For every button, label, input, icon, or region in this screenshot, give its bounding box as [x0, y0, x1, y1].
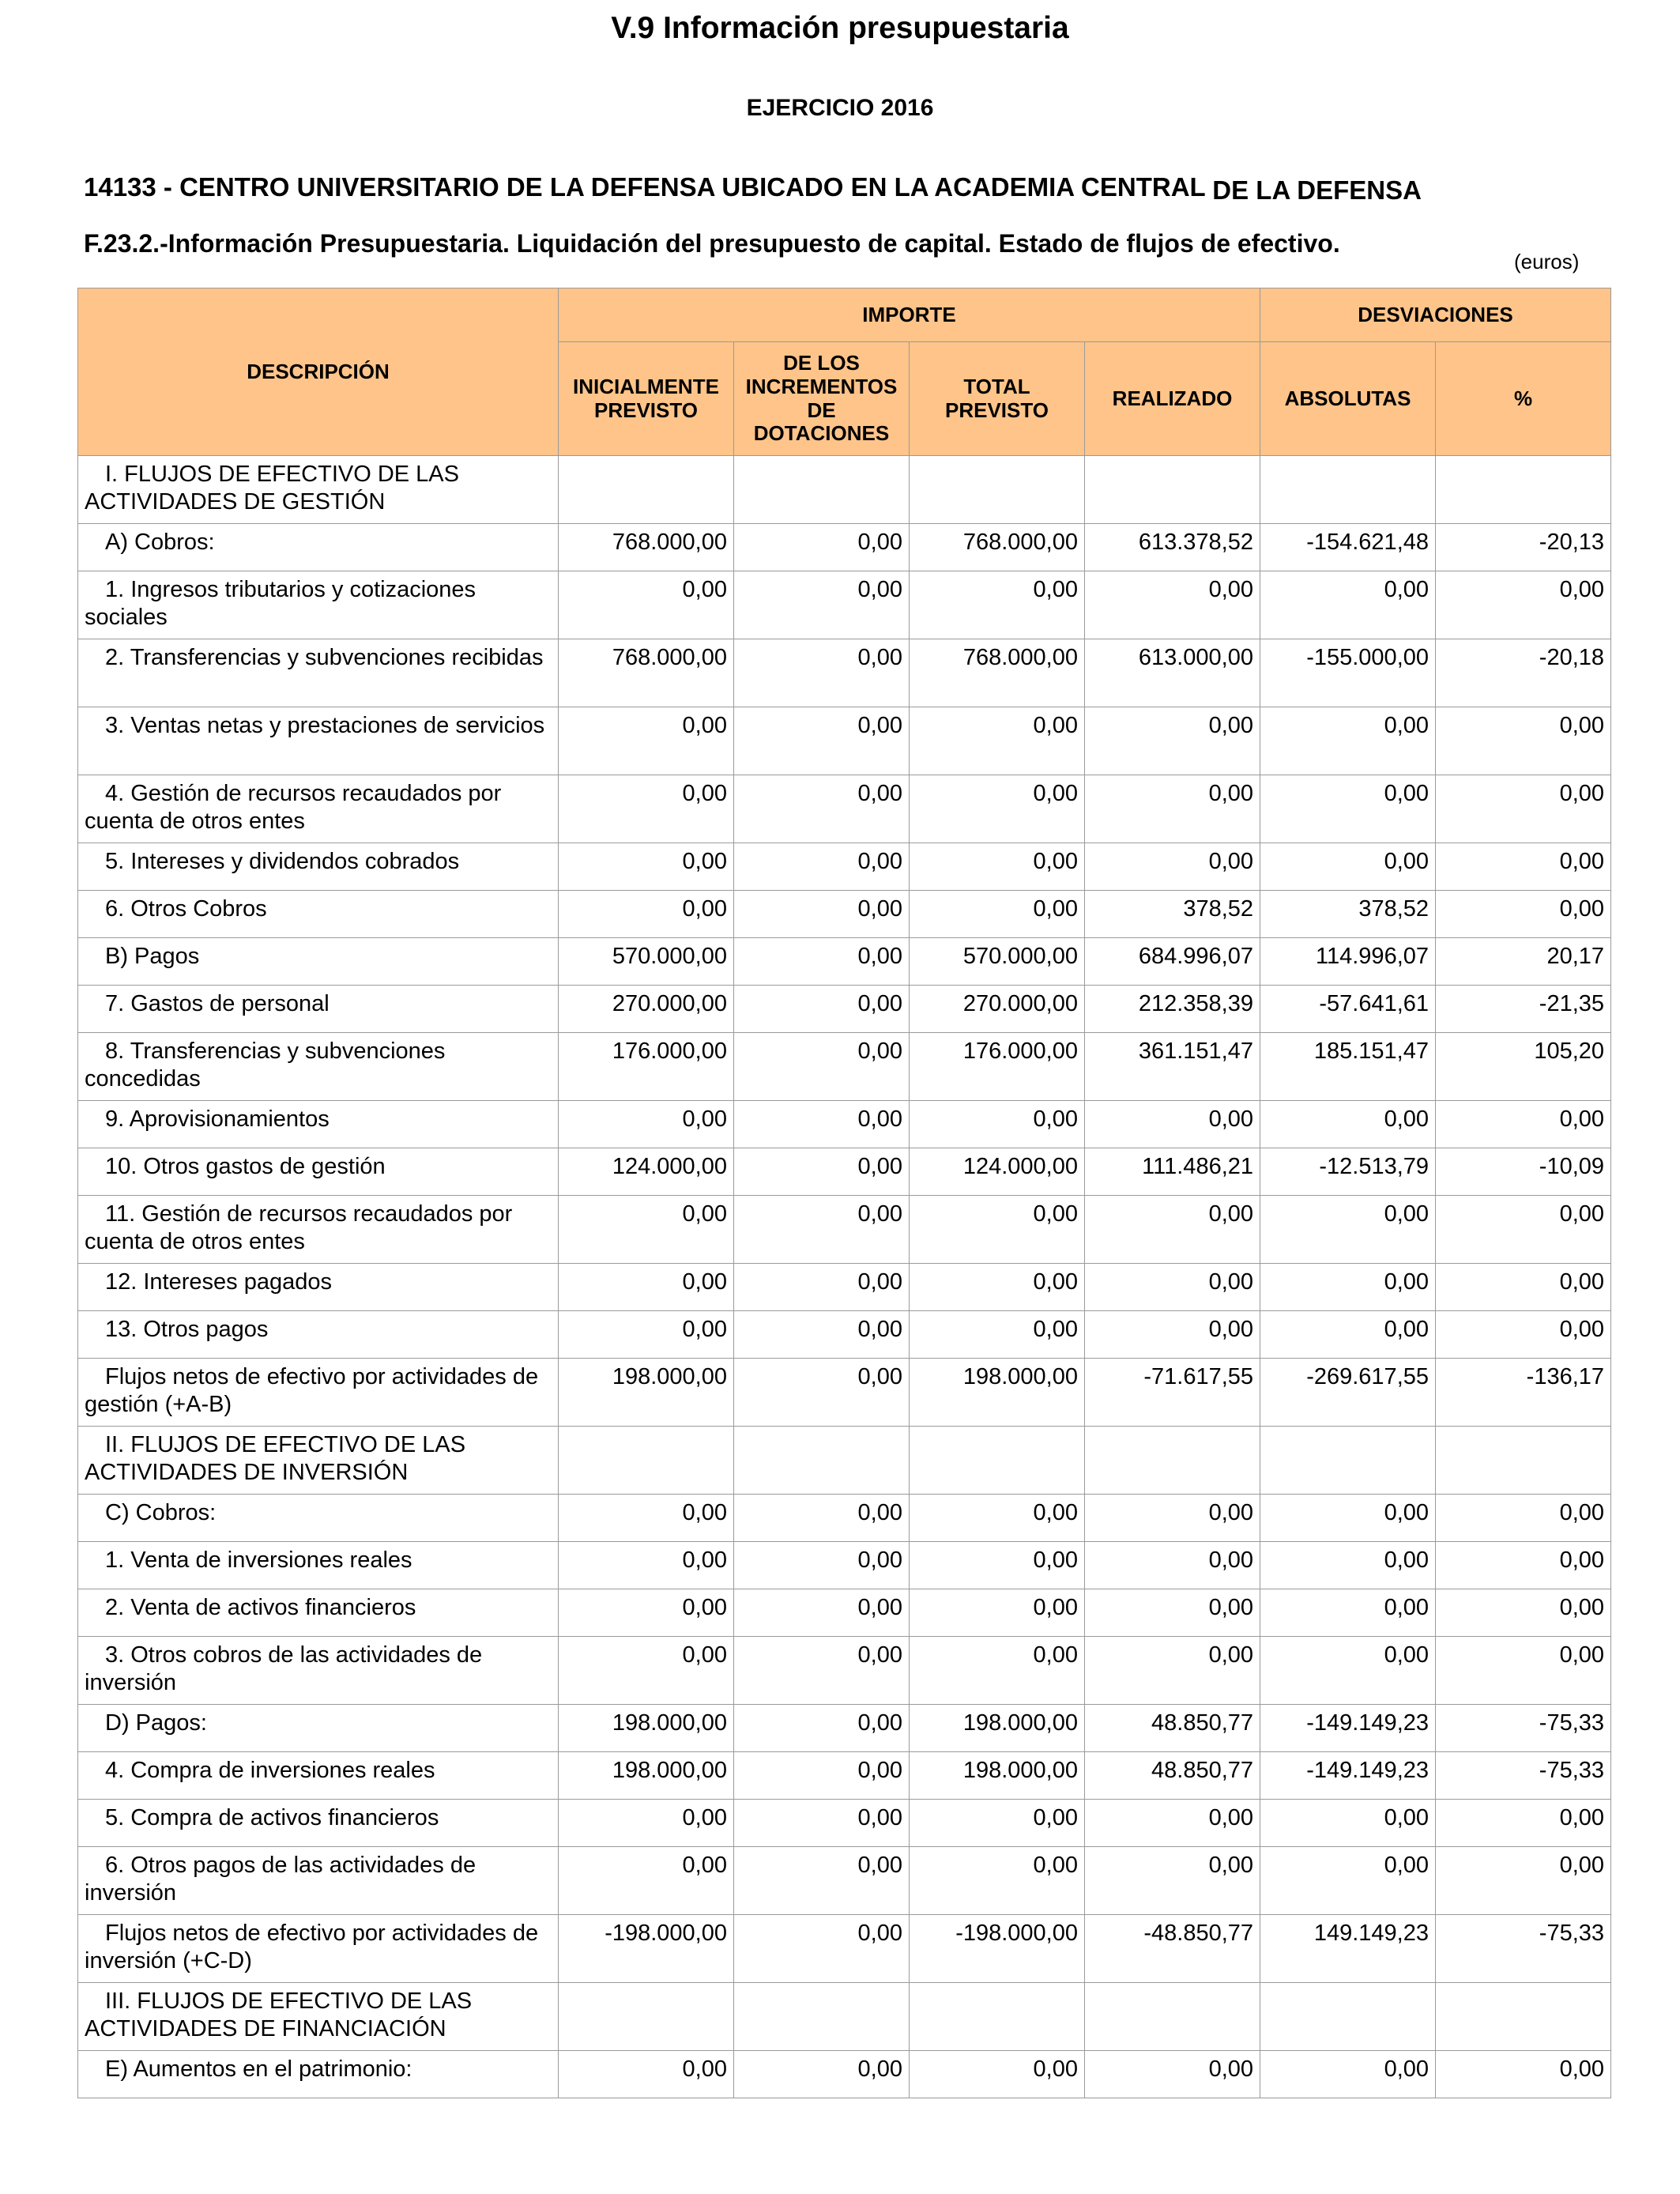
cell-realizado: 613.378,52 [1085, 524, 1260, 571]
cell-incrementos: 0,00 [734, 1542, 910, 1589]
exercise-year: EJERCICIO 2016 [746, 95, 934, 121]
cell-incrementos: 0,00 [734, 2051, 910, 2098]
cell-absolutas: 0,00 [1260, 775, 1436, 843]
table-row [78, 1101, 1611, 1148]
cell-realizado: 0,00 [1085, 1637, 1260, 1705]
cell-total-previsto: 198.000,00 [910, 1359, 1085, 1427]
cell-total-previsto: 176.000,00 [910, 1033, 1085, 1101]
cell-total-previsto: 0,00 [910, 843, 1085, 891]
cell-percent: 0,00 [1436, 571, 1611, 639]
header-description: DESCRIPCIÓN [78, 288, 559, 456]
table-row [78, 1589, 1611, 1637]
cell-realizado: 0,00 [1085, 1311, 1260, 1359]
row-description: 7. Gastos de personal [78, 986, 559, 1033]
row-description: 13. Otros pagos [78, 1311, 559, 1359]
cell-absolutas [1260, 1983, 1436, 2051]
table-row [78, 1148, 1611, 1196]
row-description: Flujos netos de efectivo por actividades de gestión (+A-B) [78, 1359, 559, 1427]
table-row [78, 1196, 1611, 1264]
cell-total-previsto: 0,00 [910, 1196, 1085, 1264]
cell-absolutas: -149.149,23 [1260, 1705, 1436, 1752]
cell-realizado: 0,00 [1085, 1847, 1260, 1915]
cell-inicialmente-previsto: 570.000,00 [559, 938, 734, 986]
cell-percent [1436, 1427, 1611, 1495]
header-importe: IMPORTE [559, 288, 1260, 342]
row-description: 12. Intereses pagados [78, 1264, 559, 1311]
cell-percent: 0,00 [1436, 1589, 1611, 1637]
cell-absolutas: 0,00 [1260, 1196, 1436, 1264]
table-row [78, 1427, 1611, 1495]
cell-realizado [1085, 1983, 1260, 2051]
table-row [78, 1542, 1611, 1589]
cell-inicialmente-previsto: 0,00 [559, 1589, 734, 1637]
header-incrementos: DE LOS INCREMENTOS DE DOTACIONES [734, 342, 910, 456]
entity-name [84, 172, 1422, 205]
cell-total-previsto [910, 456, 1085, 524]
cell-inicialmente-previsto: 198.000,00 [559, 1359, 734, 1427]
table-row [78, 1359, 1611, 1427]
entity-name-part1: 14133 - CENTRO UNIVERSITARIO DE LA DEFENSA UBICADO EN LA ACADEMIA CENTRAL [84, 172, 1206, 202]
cell-absolutas [1260, 456, 1436, 524]
cell-inicialmente-previsto: 0,00 [559, 1542, 734, 1589]
cell-total-previsto [910, 1983, 1085, 2051]
row-description: E) Aumentos en el patrimonio: [78, 2051, 559, 2098]
cell-realizado: -48.850,77 [1085, 1915, 1260, 1983]
header-desviaciones: DESVIACIONES [1260, 288, 1611, 342]
cell-realizado: 0,00 [1085, 707, 1260, 775]
table-row [78, 1752, 1611, 1800]
cell-percent: 105,20 [1436, 1033, 1611, 1101]
cell-realizado: 0,00 [1085, 571, 1260, 639]
cell-realizado: 0,00 [1085, 1196, 1260, 1264]
cell-absolutas: -155.000,00 [1260, 639, 1436, 707]
report-subtitle: F.23.2.-Información Presupuestaria. Liquidación del presupuesto de capital. Estado de flujos de efectivo. [84, 229, 1340, 258]
cell-absolutas: 0,00 [1260, 1637, 1436, 1705]
cell-inicialmente-previsto: 0,00 [559, 843, 734, 891]
cell-incrementos: 0,00 [734, 639, 910, 707]
table-row [78, 1800, 1611, 1847]
cell-incrementos: 0,00 [734, 1495, 910, 1542]
cell-realizado: 0,00 [1085, 1264, 1260, 1311]
cell-inicialmente-previsto: 768.000,00 [559, 524, 734, 571]
cell-percent: -21,35 [1436, 986, 1611, 1033]
cell-incrementos: 0,00 [734, 1637, 910, 1705]
header-total-previsto: TOTAL PREVISTO [910, 342, 1085, 456]
cell-incrementos: 0,00 [734, 1589, 910, 1637]
cell-absolutas: 0,00 [1260, 1311, 1436, 1359]
cell-percent: 0,00 [1436, 1542, 1611, 1589]
table-row [78, 1637, 1611, 1705]
cell-inicialmente-previsto: 0,00 [559, 891, 734, 938]
cell-incrementos: 0,00 [734, 1752, 910, 1800]
cell-realizado: 48.850,77 [1085, 1752, 1260, 1800]
cell-total-previsto: 768.000,00 [910, 524, 1085, 571]
cell-absolutas: 0,00 [1260, 1847, 1436, 1915]
cell-realizado: -71.617,55 [1085, 1359, 1260, 1427]
cell-realizado: 0,00 [1085, 775, 1260, 843]
cell-absolutas: -154.621,48 [1260, 524, 1436, 571]
cell-inicialmente-previsto: 0,00 [559, 775, 734, 843]
cell-inicialmente-previsto: 198.000,00 [559, 1705, 734, 1752]
table-row [78, 456, 1611, 524]
row-description: 1. Ingresos tributarios y cotizaciones sociales [78, 571, 559, 639]
cell-realizado: 613.000,00 [1085, 639, 1260, 707]
row-description: II. FLUJOS DE EFECTIVO DE LAS ACTIVIDADES DE INVERSIÓN [78, 1427, 559, 1495]
cell-percent: 0,00 [1436, 1637, 1611, 1705]
cell-incrementos: 0,00 [734, 1311, 910, 1359]
row-description: Flujos netos de efectivo por actividades de inversión (+C-D) [78, 1915, 559, 1983]
cell-total-previsto: 0,00 [910, 1542, 1085, 1589]
cell-total-previsto: 124.000,00 [910, 1148, 1085, 1196]
table-row [78, 707, 1611, 775]
cell-incrementos: 0,00 [734, 1101, 910, 1148]
cell-percent: 0,00 [1436, 1800, 1611, 1847]
cell-percent: 0,00 [1436, 707, 1611, 775]
table-row [78, 524, 1611, 571]
cell-incrementos: 0,00 [734, 1359, 910, 1427]
cell-incrementos: 0,00 [734, 843, 910, 891]
row-description: A) Cobros: [78, 524, 559, 571]
cell-realizado: 378,52 [1085, 891, 1260, 938]
row-description: C) Cobros: [78, 1495, 559, 1542]
units-label: (euros) [1514, 250, 1580, 273]
cell-total-previsto: 0,00 [910, 571, 1085, 639]
row-description: 1. Venta de inversiones reales [78, 1542, 559, 1589]
table-row [78, 1495, 1611, 1542]
cell-total-previsto: 0,00 [910, 1637, 1085, 1705]
cell-total-previsto: 0,00 [910, 1101, 1085, 1148]
cell-total-previsto: 198.000,00 [910, 1705, 1085, 1752]
cell-realizado: 0,00 [1085, 1589, 1260, 1637]
cell-percent: 0,00 [1436, 1101, 1611, 1148]
cell-realizado: 0,00 [1085, 1800, 1260, 1847]
cell-total-previsto: 0,00 [910, 707, 1085, 775]
cell-percent: -75,33 [1436, 1705, 1611, 1752]
cell-percent: 0,00 [1436, 843, 1611, 891]
cell-percent: -75,33 [1436, 1915, 1611, 1983]
cell-absolutas: -57.641,61 [1260, 986, 1436, 1033]
cell-absolutas: 0,00 [1260, 1495, 1436, 1542]
row-description: 3. Ventas netas y prestaciones de servicios [78, 707, 559, 775]
table-row [78, 571, 1611, 639]
row-description: 6. Otros pagos de las actividades de inversión [78, 1847, 559, 1915]
header-realizado: REALIZADO [1085, 342, 1260, 456]
cell-percent: 0,00 [1436, 775, 1611, 843]
cell-incrementos: 0,00 [734, 938, 910, 986]
cell-percent: -20,13 [1436, 524, 1611, 571]
table-row [78, 1033, 1611, 1101]
table-row [78, 775, 1611, 843]
cell-percent: 0,00 [1436, 1196, 1611, 1264]
row-description: 4. Compra de inversiones reales [78, 1752, 559, 1800]
cell-absolutas: 0,00 [1260, 1800, 1436, 1847]
cell-absolutas: 0,00 [1260, 707, 1436, 775]
cell-inicialmente-previsto [559, 1427, 734, 1495]
cell-percent [1436, 456, 1611, 524]
cell-incrementos: 0,00 [734, 1800, 910, 1847]
row-description: 5. Compra de activos financieros [78, 1800, 559, 1847]
cell-inicialmente-previsto: 198.000,00 [559, 1752, 734, 1800]
cell-incrementos [734, 1983, 910, 2051]
cell-incrementos: 0,00 [734, 891, 910, 938]
cell-absolutas: 0,00 [1260, 2051, 1436, 2098]
row-description: 11. Gestión de recursos recaudados por cuenta de otros entes [78, 1196, 559, 1264]
table-row [78, 1264, 1611, 1311]
cell-percent: 0,00 [1436, 891, 1611, 938]
table-row [78, 1915, 1611, 1983]
cell-incrementos: 0,00 [734, 571, 910, 639]
cell-absolutas: 114.996,07 [1260, 938, 1436, 986]
cell-absolutas: 185.151,47 [1260, 1033, 1436, 1101]
cell-inicialmente-previsto: 0,00 [559, 1101, 734, 1148]
cell-absolutas: 378,52 [1260, 891, 1436, 938]
row-description: D) Pagos: [78, 1705, 559, 1752]
cell-absolutas: -149.149,23 [1260, 1752, 1436, 1800]
page-title: V.9 Información presupuestaria [611, 11, 1069, 45]
table-row [78, 986, 1611, 1033]
cell-incrementos: 0,00 [734, 1148, 910, 1196]
cell-total-previsto: 0,00 [910, 1495, 1085, 1542]
cell-inicialmente-previsto: 0,00 [559, 1495, 734, 1542]
entity-name-part2: DE LA DEFENSA [1212, 175, 1422, 205]
cell-percent: 0,00 [1436, 1264, 1611, 1311]
cell-realizado: 0,00 [1085, 843, 1260, 891]
row-description: 5. Intereses y dividendos cobrados [78, 843, 559, 891]
table-row [78, 843, 1611, 891]
cell-incrementos: 0,00 [734, 986, 910, 1033]
cell-inicialmente-previsto: 124.000,00 [559, 1148, 734, 1196]
cell-realizado: 0,00 [1085, 2051, 1260, 2098]
cell-percent: 0,00 [1436, 1311, 1611, 1359]
row-description: 6. Otros Cobros [78, 891, 559, 938]
table-row [78, 2051, 1611, 2098]
cell-realizado: 0,00 [1085, 1495, 1260, 1542]
cell-incrementos: 0,00 [734, 1196, 910, 1264]
cell-total-previsto: 0,00 [910, 1800, 1085, 1847]
cell-realizado [1085, 1427, 1260, 1495]
cell-realizado: 0,00 [1085, 1542, 1260, 1589]
cell-realizado: 684.996,07 [1085, 938, 1260, 986]
cell-total-previsto: 0,00 [910, 1311, 1085, 1359]
cell-total-previsto [910, 1427, 1085, 1495]
cell-inicialmente-previsto: 0,00 [559, 1637, 734, 1705]
cell-inicialmente-previsto: 0,00 [559, 1847, 734, 1915]
cell-total-previsto: 0,00 [910, 1264, 1085, 1311]
cell-inicialmente-previsto: 0,00 [559, 1800, 734, 1847]
cell-incrementos [734, 1427, 910, 1495]
cell-percent: -10,09 [1436, 1148, 1611, 1196]
cash-flow-table [77, 288, 1611, 2098]
cell-absolutas: 0,00 [1260, 1589, 1436, 1637]
cell-absolutas: 0,00 [1260, 1101, 1436, 1148]
cell-total-previsto: 198.000,00 [910, 1752, 1085, 1800]
row-description: B) Pagos [78, 938, 559, 986]
cell-incrementos: 0,00 [734, 1705, 910, 1752]
cell-inicialmente-previsto: 0,00 [559, 1196, 734, 1264]
cell-total-previsto: 0,00 [910, 1589, 1085, 1637]
cell-percent [1436, 1983, 1611, 2051]
cell-absolutas: 0,00 [1260, 1264, 1436, 1311]
cell-percent: 20,17 [1436, 938, 1611, 986]
table-row [78, 1705, 1611, 1752]
cell-realizado: 361.151,47 [1085, 1033, 1260, 1101]
table-row [78, 639, 1611, 707]
row-description: 9. Aprovisionamientos [78, 1101, 559, 1148]
cell-incrementos: 0,00 [734, 1915, 910, 1983]
cell-absolutas: 0,00 [1260, 571, 1436, 639]
row-description: 3. Otros cobros de las actividades de inversión [78, 1637, 559, 1705]
table-row [78, 1311, 1611, 1359]
cell-inicialmente-previsto: 0,00 [559, 707, 734, 775]
cell-inicialmente-previsto: 0,00 [559, 2051, 734, 2098]
cell-total-previsto: 0,00 [910, 891, 1085, 938]
cell-total-previsto: 0,00 [910, 775, 1085, 843]
row-description: 4. Gestión de recursos recaudados por cuenta de otros entes [78, 775, 559, 843]
cell-incrementos [734, 456, 910, 524]
cell-inicialmente-previsto [559, 456, 734, 524]
cell-inicialmente-previsto: 270.000,00 [559, 986, 734, 1033]
cell-percent: -136,17 [1436, 1359, 1611, 1427]
table-row [78, 891, 1611, 938]
row-description: 10. Otros gastos de gestión [78, 1148, 559, 1196]
cell-incrementos: 0,00 [734, 775, 910, 843]
cell-total-previsto: 570.000,00 [910, 938, 1085, 986]
table-row [78, 1847, 1611, 1915]
cell-absolutas: 0,00 [1260, 843, 1436, 891]
cell-total-previsto: 768.000,00 [910, 639, 1085, 707]
cell-realizado: 0,00 [1085, 1101, 1260, 1148]
row-description: I. FLUJOS DE EFECTIVO DE LAS ACTIVIDADES DE GESTIÓN [78, 456, 559, 524]
cell-incrementos: 0,00 [734, 524, 910, 571]
cell-incrementos: 0,00 [734, 1264, 910, 1311]
cell-absolutas: 0,00 [1260, 1542, 1436, 1589]
cell-absolutas: -12.513,79 [1260, 1148, 1436, 1196]
cell-absolutas [1260, 1427, 1436, 1495]
cell-incrementos: 0,00 [734, 707, 910, 775]
header-percent: % [1436, 342, 1611, 456]
header-absolutas: ABSOLUTAS [1260, 342, 1436, 456]
cell-percent: 0,00 [1436, 1847, 1611, 1915]
header-inicialmente-previsto: INICIALMENTE PREVISTO [559, 342, 734, 456]
cell-total-previsto: -198.000,00 [910, 1915, 1085, 1983]
cell-inicialmente-previsto: 0,00 [559, 1264, 734, 1311]
cell-percent: -20,18 [1436, 639, 1611, 707]
cell-total-previsto: 270.000,00 [910, 986, 1085, 1033]
table-row [78, 1983, 1611, 2051]
cell-percent: 0,00 [1436, 2051, 1611, 2098]
cell-inicialmente-previsto: 0,00 [559, 571, 734, 639]
cell-absolutas: -269.617,55 [1260, 1359, 1436, 1427]
cell-total-previsto: 0,00 [910, 1847, 1085, 1915]
row-description: 2. Transferencias y subvenciones recibidas [78, 639, 559, 707]
cell-inicialmente-previsto: 0,00 [559, 1311, 734, 1359]
row-description: 2. Venta de activos financieros [78, 1589, 559, 1637]
cell-inicialmente-previsto [559, 1983, 734, 2051]
cell-absolutas: 149.149,23 [1260, 1915, 1436, 1983]
cell-percent: -75,33 [1436, 1752, 1611, 1800]
cell-inicialmente-previsto: -198.000,00 [559, 1915, 734, 1983]
cell-incrementos: 0,00 [734, 1847, 910, 1915]
row-description: III. FLUJOS DE EFECTIVO DE LAS ACTIVIDADES DE FINANCIACIÓN [78, 1983, 559, 2051]
cell-incrementos: 0,00 [734, 1033, 910, 1101]
cell-total-previsto: 0,00 [910, 2051, 1085, 2098]
cell-percent: 0,00 [1436, 1495, 1611, 1542]
cell-realizado: 212.358,39 [1085, 986, 1260, 1033]
cell-realizado [1085, 456, 1260, 524]
table-row [78, 938, 1611, 986]
row-description: 8. Transferencias y subvenciones concedidas [78, 1033, 559, 1101]
cell-inicialmente-previsto: 176.000,00 [559, 1033, 734, 1101]
cell-inicialmente-previsto: 768.000,00 [559, 639, 734, 707]
cell-realizado: 48.850,77 [1085, 1705, 1260, 1752]
cell-realizado: 111.486,21 [1085, 1148, 1260, 1196]
